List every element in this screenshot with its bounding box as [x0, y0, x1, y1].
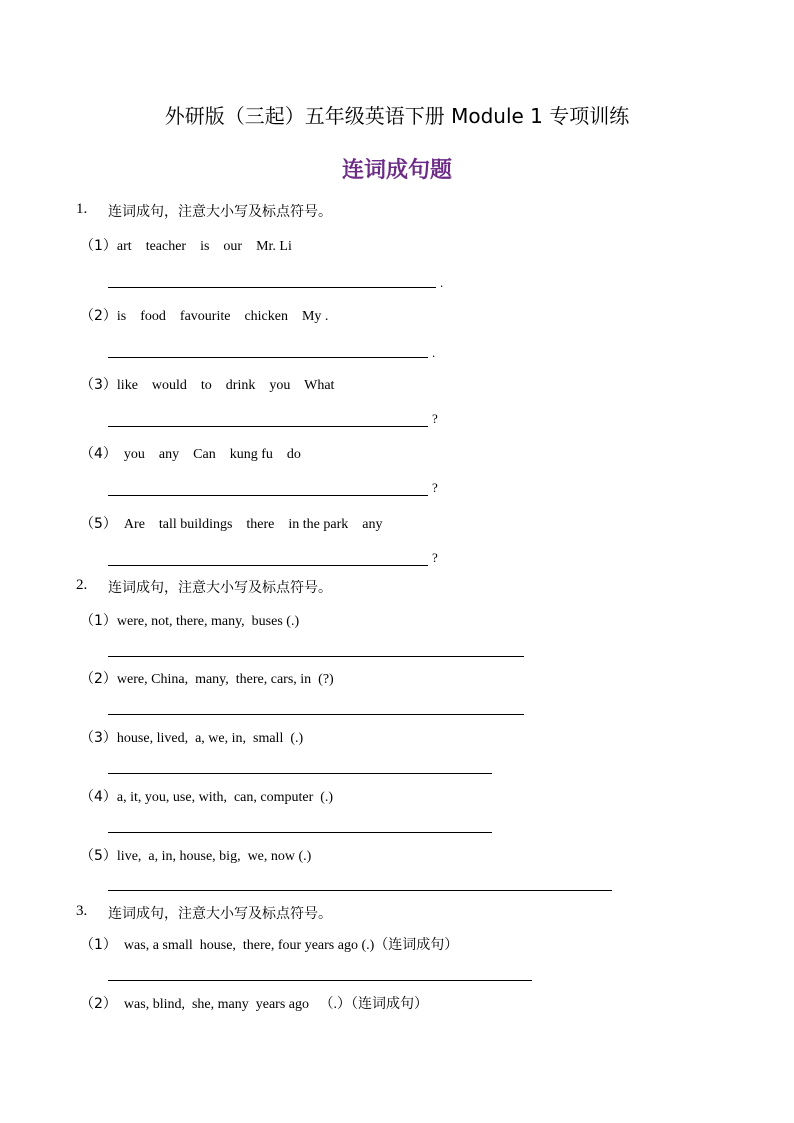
answer-line[interactable]	[108, 287, 436, 288]
item-words: were, China, many, there, cars, in (?)	[116, 672, 334, 687]
end-punctuation: ?	[432, 411, 438, 426]
answer-line[interactable]	[108, 426, 428, 427]
answer-line[interactable]	[108, 773, 492, 774]
s1-item-5	[80, 513, 382, 533]
s1-item-2	[80, 305, 328, 325]
section-2-number: 2.	[76, 577, 88, 593]
item-words: you any Can kung fu do	[116, 447, 301, 462]
item-words: like would to drink you What	[116, 378, 335, 393]
s2-item-4	[80, 786, 333, 806]
s2-item-3	[80, 727, 303, 747]
section-3-number: 3.	[76, 903, 88, 919]
s3-item-1	[80, 934, 458, 954]
item-number: （1）	[80, 937, 117, 953]
item-number: （5）	[80, 516, 117, 532]
end-punctuation: ?	[432, 480, 438, 495]
end-punctuation: .	[432, 345, 436, 360]
item-words: live, a, in, house, big, we, now (.)	[116, 849, 312, 864]
end-punctuation: .	[440, 275, 444, 290]
section-1-number: 1.	[76, 201, 88, 217]
answer-line[interactable]	[108, 980, 532, 981]
s2-item-5	[80, 845, 311, 865]
item-number: （2）	[80, 308, 117, 324]
item-number: （5）	[80, 848, 117, 864]
s2-item-2	[80, 668, 334, 688]
s1-item-1	[80, 235, 292, 255]
s1-item-4	[80, 443, 301, 463]
item-number: （2）	[80, 996, 117, 1012]
item-words: art teacher is our Mr. Li	[116, 239, 292, 254]
item-words: is food favourite chicken My .	[116, 309, 329, 324]
item-words: a, it, you, use, with, can, computer (.)	[116, 790, 334, 805]
item-number: （2）	[80, 671, 117, 687]
item-number: （1）	[80, 238, 117, 254]
answer-line[interactable]	[108, 656, 524, 657]
section-2-instruction: 连词成句，注意大小写及标点符号。	[108, 580, 332, 596]
page-title: 外研版（三起）五年级英语下册 Module 1 专项训练	[164, 104, 630, 128]
item-words: was, a small house, there, four years ago (.)（连词成句）	[116, 938, 459, 953]
answer-line[interactable]	[108, 357, 428, 358]
section-3-instruction: 连词成句，注意大小写及标点符号。	[108, 906, 332, 922]
end-punctuation: ?	[432, 550, 438, 565]
answer-line[interactable]	[108, 832, 492, 833]
page-subtitle: 连词成句题	[341, 158, 452, 183]
item-words: were, not, there, many, buses (.)	[116, 614, 300, 629]
section-1-instruction: 连词成句，注意大小写及标点符号。	[108, 204, 332, 220]
item-words: house, lived, a, we, in, small (.)	[116, 731, 304, 746]
item-number: （4）	[80, 789, 117, 805]
item-number: （3）	[80, 377, 117, 393]
answer-line[interactable]	[108, 890, 612, 891]
item-number: （3）	[80, 730, 117, 746]
answer-line[interactable]	[108, 565, 428, 566]
item-words: was, blind, she, many years ago （.）（连词成句）	[116, 997, 428, 1012]
answer-line[interactable]	[108, 714, 524, 715]
item-words: Are tall buildings there in the park any	[116, 517, 383, 532]
s3-item-2	[80, 993, 428, 1013]
s1-item-3	[80, 374, 334, 394]
item-number: （1）	[80, 613, 117, 629]
answer-line[interactable]	[108, 495, 428, 496]
s2-item-1	[80, 610, 299, 630]
item-number: （4）	[80, 446, 117, 462]
